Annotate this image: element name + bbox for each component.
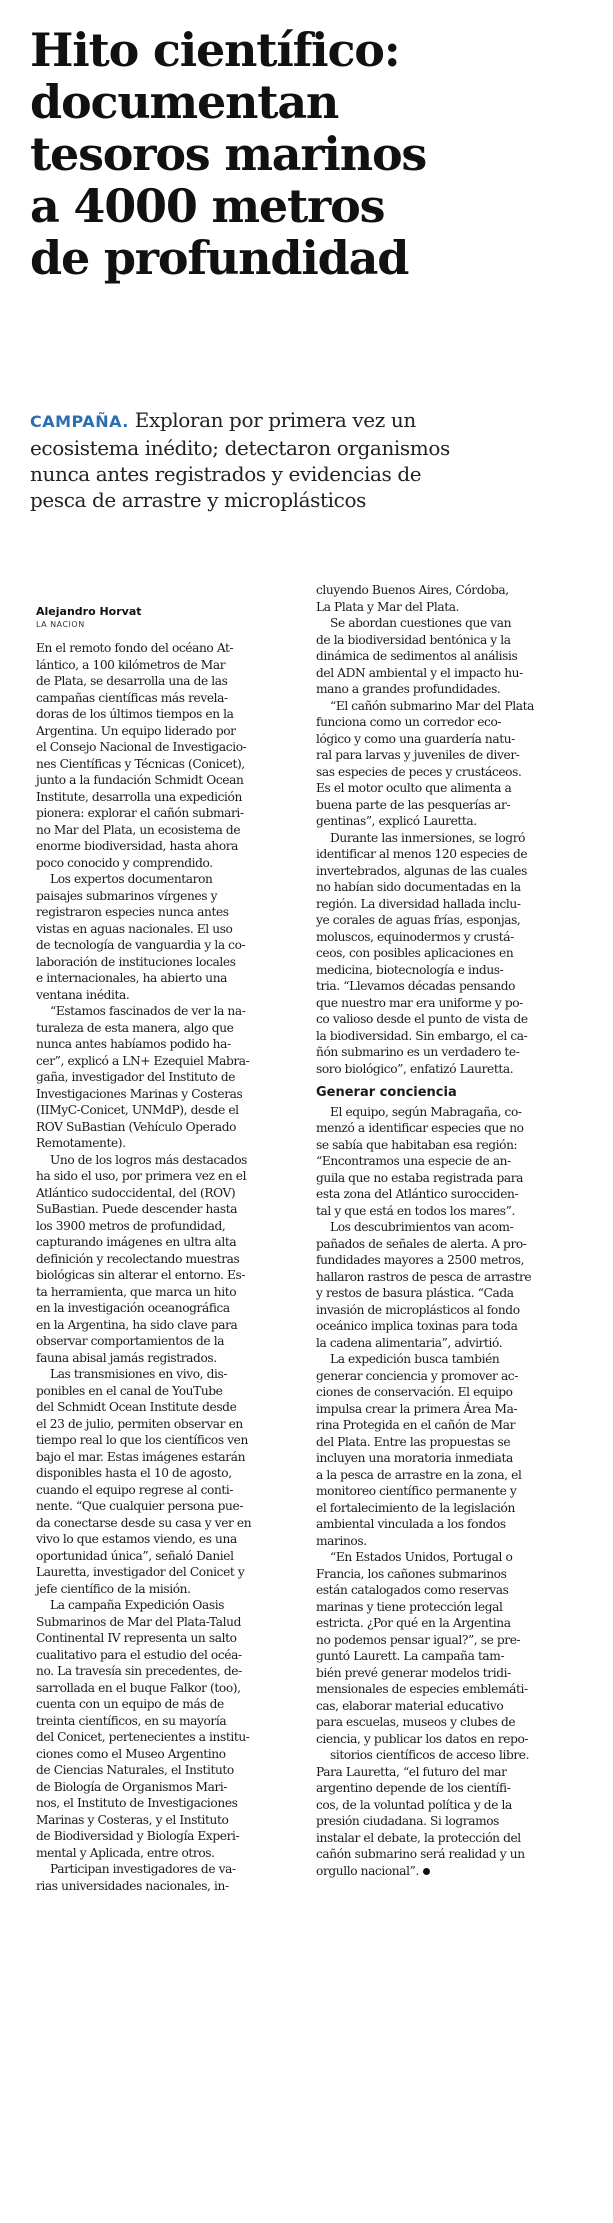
headline-line: Hito científico: <box>30 23 400 77</box>
body-text-line: sas especies de peces y crustáceos. <box>316 764 522 779</box>
body-text-line: Los descubrimientos van acom- <box>330 1220 514 1234</box>
body-text-line: orgullo nacional”. <box>316 1863 578 1880</box>
body-text-line: no habían sido documentadas en la <box>316 880 521 894</box>
body-text-line: “En Estados Unidos, Portugal o <box>330 1550 513 1564</box>
body-text-line: ponibles en el canal de YouTube <box>36 1383 223 1398</box>
body-text-line: Uno de los logros más destacados <box>50 1152 247 1167</box>
body-text-line: presión ciudadana. Si logramos <box>316 1814 500 1828</box>
body-text-line: esta zona del Atlántico surocciden- <box>316 1187 519 1201</box>
body-text-line: tiempo real lo que los científicos ven <box>36 1433 248 1447</box>
body-text-line: guila que no estaba registrada para <box>316 1170 524 1185</box>
body-text-line: ciones de conservación. El equipo <box>316 1385 513 1399</box>
kicker-deck <box>30 407 590 513</box>
end-of-article-bullet-icon <box>423 1868 430 1875</box>
body-text-line: de Plata, se desarrolla una de las <box>36 674 228 688</box>
body-text-line: del ADN ambiental y el impacto hu- <box>316 665 523 680</box>
body-text-line: treinta científicos, en su mayoría <box>36 1713 227 1728</box>
body-text-line: nente. “Que cualquier persona pue- <box>36 1499 244 1513</box>
body-text-line: la cadena alimentaria”, advirtió. <box>316 1335 503 1350</box>
headline-line: a 4000 metros <box>30 179 385 233</box>
body-text-line: “El cañón submarino Mar del Plata <box>330 698 534 713</box>
body-text-line: Submarinos de Mar del Plata-Talud <box>36 1614 241 1629</box>
body-text-line: biológicas sin alterar el entorno. Es- <box>36 1268 246 1282</box>
body-text-line: ROV SuBastian (Vehículo Operado <box>36 1119 237 1134</box>
body-text-line: lántico, a 100 kilómetros de Mar <box>36 657 226 672</box>
body-text-line: el Consejo Nacional de Investigacio- <box>36 740 247 754</box>
body-text-line: el 23 de julio, permiten observar en <box>36 1416 243 1431</box>
body-text-line: estricta. ¿Por qué en la Argentina <box>316 1616 511 1630</box>
body-text-line: generar conciencia y promover ac- <box>316 1368 518 1383</box>
body-text-line: jefe científico de la misión. <box>36 1581 191 1596</box>
section-tag: CAMPAÑA. <box>30 412 129 431</box>
body-text-line: Lauretta, investigador del Conicet y <box>36 1565 245 1579</box>
body-text-line: mensionales de especies emblemáti- <box>316 1682 528 1696</box>
body-text-line: La Plata y Mar del Plata. <box>316 599 460 614</box>
body-text-line: en la investigación oceanográfica <box>36 1301 230 1315</box>
body-text-line: del Plata. Entre las propuestas se <box>316 1434 511 1449</box>
body-text-line: incluyen una moratoria inmediata <box>316 1451 513 1465</box>
body-text-line: SuBastian. Puede descender hasta <box>36 1202 238 1216</box>
body-text-line: cuenta con un equipo de más de <box>36 1697 224 1711</box>
body-text-line: pionera: explorar el cañón submari- <box>36 806 244 820</box>
body-text-line: registraron especies nunca antes <box>36 905 229 919</box>
body-text-line: de Biología de Organismos Mari- <box>36 1779 228 1794</box>
kicker-line: ecosistema inédito; detectaron organismos <box>30 436 450 460</box>
body-text-line: campañas científicas más revela- <box>36 690 228 705</box>
headline-line: de profundidad <box>30 231 409 285</box>
body-text-line: funciona como un corredor eco- <box>316 715 502 729</box>
body-text-line: están catalogados como reservas <box>316 1583 509 1597</box>
body-text-line: tal y que está en todos los mares”. <box>316 1203 515 1218</box>
kicker-line: nunca antes registrados y evidencias de <box>30 462 422 486</box>
body-text-line: ta herramienta, que marca un hito <box>36 1284 237 1299</box>
body-text-line: ceos, con posibles aplicaciones en <box>316 946 514 960</box>
body-text-line: no podemos pensar igual?”, se pre- <box>316 1632 521 1647</box>
body-text-line: oportunidad única”, señaló Daniel <box>36 1548 234 1563</box>
body-text-line: instalar el debate, la protección del <box>316 1830 521 1845</box>
body-text-line: pañados de señales de alerta. A pro- <box>316 1236 527 1251</box>
headline-line: tesoros marinos <box>30 127 427 181</box>
body-text-line: argentino depende de los científi- <box>316 1781 511 1795</box>
body-text-line: bajo el mar. Estas imágenes estarán <box>36 1449 246 1464</box>
body-text-line: para escuelas, museos y clubes de <box>316 1715 516 1729</box>
body-text-line: La campaña Expedición Oasis <box>50 1598 225 1612</box>
author-name: Alejandro Horvat <box>36 605 142 618</box>
body-text-line: cualitativo para el estudio del océa- <box>36 1647 242 1662</box>
body-text-line: ciencia, y publicar los datos en repo- <box>316 1731 529 1746</box>
body-text-line: impulsa crear la primera Área Ma- <box>316 1401 518 1416</box>
outlet-name: LA NACION <box>36 620 85 629</box>
body-text-line: guntó Laurett. La campaña tam- <box>316 1649 505 1663</box>
body-text-line: Continental IV representa un salto <box>36 1631 237 1645</box>
body-text-line: cuando el equipo regrese al conti- <box>36 1482 234 1497</box>
body-text-line: poco conocido y comprendido. <box>36 855 213 870</box>
body-text-line: monitoreo científico permanente y <box>316 1484 517 1498</box>
body-text-line: cas, elaborar material educativo <box>316 1698 504 1713</box>
kicker-line: pesca de arrastre y microplásticos <box>30 488 366 512</box>
body-text-line: Argentina. Un equipo liderado por <box>36 723 236 738</box>
headline-line: documentan <box>30 75 339 129</box>
body-text-line: Es el motor oculto que alimenta a <box>316 781 512 795</box>
headline <box>30 24 590 284</box>
body-text-line: La expedición busca también <box>330 1352 500 1366</box>
body-text-line: lógico y como una guardería natu- <box>316 731 515 746</box>
body-text-line: no Mar del Plata, un ecosistema de <box>36 822 241 837</box>
body-text-line: Remotamente). <box>36 1136 126 1150</box>
body-text-line: e internacionales, ha abierto una <box>36 971 228 985</box>
body-text-line: el fortalecimiento de la legislación <box>316 1500 515 1515</box>
body-text-line: “Encontramos una especie de an- <box>316 1154 511 1168</box>
body-text-line: sitorios científicos de acceso libre. <box>330 1748 530 1762</box>
body-text-line: fauna abisal jamás registrados. <box>36 1350 217 1365</box>
body-text-line: y restos de basura plástica. “Cada <box>316 1286 514 1300</box>
body-text-line: se sabía que habitaban esa región: <box>316 1137 518 1152</box>
body-text-line: Participan investigadores de va- <box>50 1862 236 1876</box>
body-text-line: ventana inédita. <box>36 987 130 1002</box>
body-text-line: disponibles hasta el 10 de agosto, <box>36 1466 232 1480</box>
body-text-line: capturando imágenes en ultra alta <box>36 1235 237 1249</box>
body-text-line: ambiental vinculada a los fondos <box>316 1517 506 1531</box>
body-text-line: rina Protegida en el cañón de Mar <box>316 1418 516 1432</box>
body-text-line: sarrollada en el buque Falkor (too), <box>36 1680 241 1695</box>
article-column-right <box>316 582 578 1879</box>
body-text-line: co valioso desde el punto de vista de <box>316 1012 528 1026</box>
body-text-line: marinos. <box>316 1533 367 1548</box>
body-text-line: laboración de instituciones locales <box>36 954 236 969</box>
body-text-line: fundidades mayores a 2500 metros, <box>316 1253 525 1267</box>
byline <box>36 604 286 631</box>
body-text-line: gentinas”, explicó Lauretta. <box>316 814 477 828</box>
body-text-line: del Schmidt Ocean Institute desde <box>36 1400 237 1414</box>
body-text-line: cañón submarino será realidad y un <box>316 1847 525 1861</box>
body-text-line: los 3900 metros de profundidad, <box>36 1218 226 1233</box>
body-text-line: Se abordan cuestiones que van <box>330 616 512 630</box>
body-text-line: Institute, desarrolla una expedición <box>36 789 242 804</box>
body-text-line: de Biodiversidad y Biología Experi- <box>36 1829 240 1843</box>
section-subhead: Generar conciencia <box>316 1085 457 1100</box>
body-text-line: de Ciencias Naturales, el Instituto <box>36 1763 234 1777</box>
body-text-line: “Estamos fascinados de ver la na- <box>50 1004 246 1018</box>
body-text-line: a la pesca de arrastre en la zona, el <box>316 1467 522 1482</box>
body-text-line: menzó a identificar especies que no <box>316 1121 524 1135</box>
body-text-line: hallaron rastros de pesca de arrastre <box>316 1269 532 1284</box>
body-text-line: no. La travesía sin precedentes, de- <box>36 1664 242 1678</box>
body-text-line: de la biodiversidad bentónica y la <box>316 632 511 647</box>
body-text-line: ral para larvas y juveniles de diver- <box>316 748 520 762</box>
body-text-line: invasión de microplásticos al fondo <box>316 1302 520 1317</box>
body-text-line: Durante las inmersiones, se logró <box>330 830 526 845</box>
body-text-line: vistas en aguas nacionales. El uso <box>36 921 233 936</box>
body-text-line: ñón submarino es un verdadero te- <box>316 1045 520 1059</box>
body-text-line: El equipo, según Mabragaña, co- <box>330 1104 522 1119</box>
body-text-line: soro biológico”, enfatizó Lauretta. <box>316 1061 514 1076</box>
body-text-line: ciones como el Museo Argentino <box>36 1746 226 1761</box>
body-text-line: ye corales de aguas frías, esponjas, <box>316 913 521 927</box>
body-text-line: Francia, los cañones submarinos <box>316 1566 507 1581</box>
body-text-line: Marinas y Costeras, y el Instituto <box>36 1812 229 1827</box>
body-text-line: bién prevé generar modelos tridi- <box>316 1665 511 1680</box>
body-text-line: En el remoto fondo del océano At- <box>36 641 234 655</box>
body-text-line: que nuestro mar era uniforme y po- <box>316 995 523 1010</box>
body-text-line: mental y Aplicada, entre otros. <box>36 1845 215 1860</box>
body-text-line: paisajes submarinos vírgenes y <box>36 888 218 903</box>
body-text-line: región. La diversidad hallada inclu- <box>316 896 521 911</box>
body-text-line: medicina, biotecnología e indus- <box>316 962 504 977</box>
body-text-line: Investigaciones Marinas y Costeras <box>36 1086 243 1101</box>
body-text-line: en la Argentina, ha sido clave para <box>36 1317 238 1332</box>
body-text-line: Atlántico sudoccidental, del (ROV) <box>36 1185 236 1200</box>
body-text-line: definición y recolectando muestras <box>36 1251 240 1266</box>
kicker-line <box>30 407 590 435</box>
body-text-line: Los expertos documentaron <box>50 872 213 886</box>
body-text-line: ha sido el uso, por primera vez en el <box>36 1169 247 1183</box>
body-text-line: junto a la fundación Schmidt Ocean <box>36 773 244 787</box>
body-text-line: identificar al menos 120 especies de <box>316 847 528 861</box>
body-text-line: doras de los últimos tiempos en la <box>36 707 234 721</box>
body-text-line: vivo lo que estamos viendo, es una <box>36 1532 237 1546</box>
body-text-line: cer”, explicó a LN+ Ezequiel Mabra- <box>36 1053 250 1068</box>
body-text-line: cluyendo Buenos Aires, Córdoba, <box>316 583 509 597</box>
body-text-line: rias universidades nacionales, in- <box>36 1878 229 1893</box>
kicker-text: Exploran por primera vez un <box>128 408 416 432</box>
body-text-line: da conectarse desde su casa y ver en <box>36 1515 252 1530</box>
body-text-line: cos, de la voluntad política y de la <box>316 1797 512 1812</box>
body-text-line: del Conicet, pertenecientes a institu- <box>36 1730 250 1744</box>
body-text-line: invertebrados, algunas de las cuales <box>316 863 527 878</box>
body-text-line: turaleza de esta manera, algo que <box>36 1020 234 1035</box>
body-text-line: gaña, investigador del Instituto de <box>36 1070 236 1084</box>
body-text-line: (IIMyC-Conicet, UNMdP), desde el <box>36 1103 239 1117</box>
body-text-line: de tecnología de vanguardia y la co- <box>36 938 246 952</box>
body-text-line: enorme biodiversidad, hasta ahora <box>36 839 239 853</box>
body-text-line: observar comportamientos de la <box>36 1334 225 1348</box>
body-text-line: Para Lauretta, “el futuro del mar <box>316 1764 507 1779</box>
body-text-line: moluscos, equinodermos y crustá- <box>316 929 514 944</box>
article-column-left <box>36 640 298 1894</box>
body-text-line: la biodiversidad. Sin embargo, el ca- <box>316 1028 528 1043</box>
body-text-line: nos, el Instituto de Investigaciones <box>36 1796 238 1810</box>
body-text-line: nes Científicas y Técnicas (Conicet), <box>36 756 245 771</box>
body-text-line: tria. “Llevamos décadas pensando <box>316 979 516 993</box>
body-text-line: buena parte de las pesquerías ar- <box>316 797 511 812</box>
body-text-line: nunca antes habíamos podido ha- <box>36 1037 231 1051</box>
body-text-line: Las transmisiones en vivo, dis- <box>50 1367 228 1381</box>
body-text-line: marinas y tiene protección legal <box>316 1599 503 1614</box>
body-text-line: mano a grandes profundidades. <box>316 682 501 696</box>
body-text-line: oceánico implica toxinas para toda <box>316 1319 518 1333</box>
body-text-line: dinámica de sedimentos al análisis <box>316 649 518 663</box>
